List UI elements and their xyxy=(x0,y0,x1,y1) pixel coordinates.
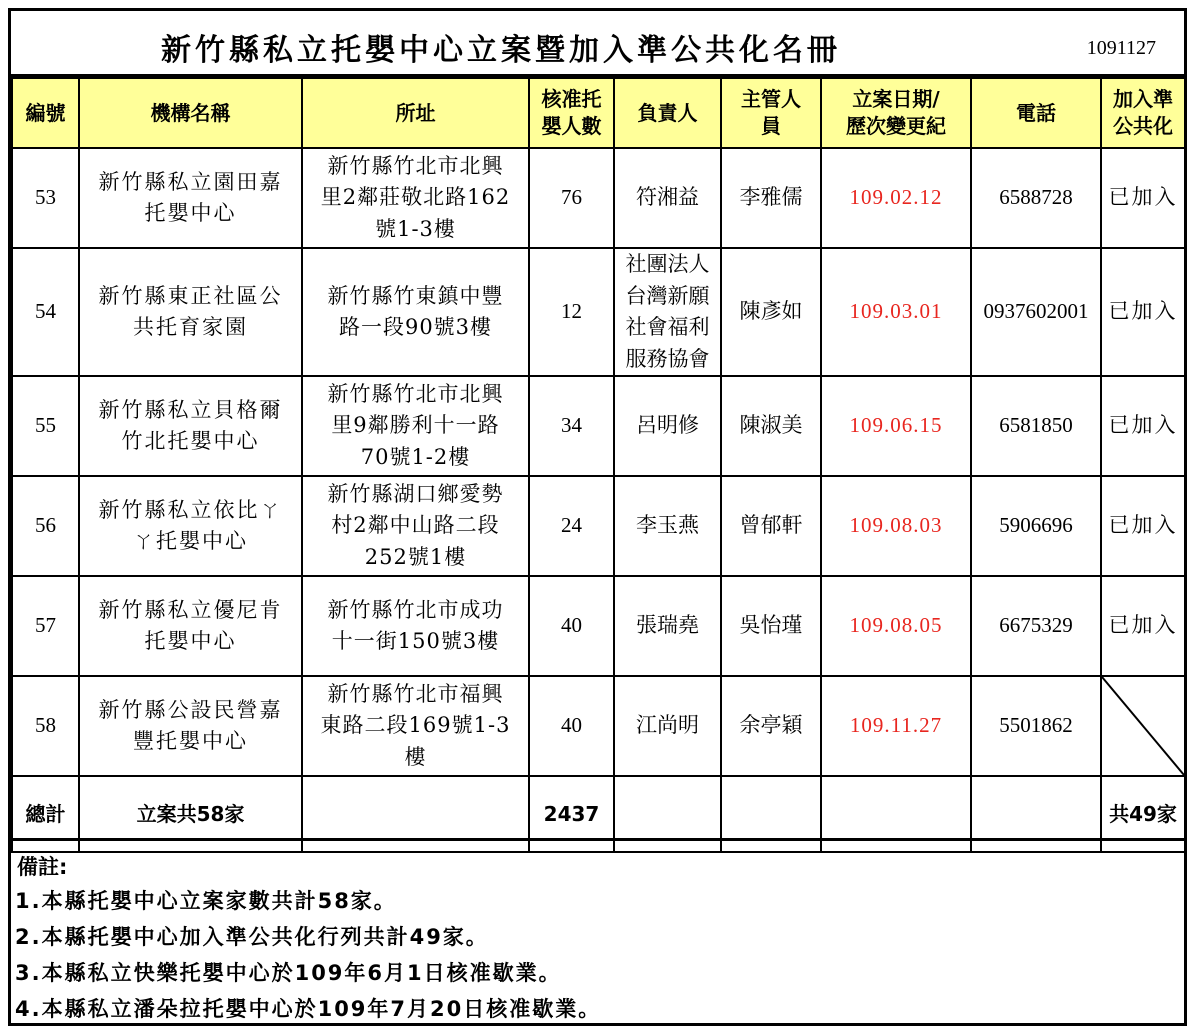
cell-capacity: 76 xyxy=(529,148,614,248)
cell-date: 109.03.01 xyxy=(821,248,971,376)
header-capacity: 核准托 嬰人數 xyxy=(529,78,614,148)
cell-name: 新竹縣私立優尼肯 托嬰中心 xyxy=(79,576,302,676)
total-registered: 立案共58家 xyxy=(79,776,302,852)
table-row xyxy=(12,576,1185,676)
cell-phone: 0937602001 xyxy=(971,248,1101,376)
notes-section xyxy=(11,838,1184,1023)
header-address: 所址 xyxy=(302,78,529,148)
cell-no: 55 xyxy=(12,376,79,476)
document-title: 新竹縣私立托嬰中心立案暨加入準公共化名冊 xyxy=(161,33,841,68)
cell-date: 109.11.27 xyxy=(821,676,971,776)
header-row xyxy=(12,78,1185,148)
note-line: 4.本縣私立潘朵拉托嬰中心於109年7月20日核准歇業。 xyxy=(15,997,602,1021)
cell-date: 109.08.03 xyxy=(821,476,971,576)
cell-manager: 吳怡瑾 xyxy=(721,576,821,676)
cell-phone: 5501862 xyxy=(971,676,1101,776)
cell-capacity: 40 xyxy=(529,676,614,776)
cell-address: 新竹縣竹北市北興 里9鄰勝利十一路 70號1-2樓 xyxy=(302,376,529,476)
header-phone: 電話 xyxy=(971,78,1101,148)
cell-name: 新竹縣私立貝格爾 竹北托嬰中心 xyxy=(79,376,302,476)
cell-name: 新竹縣私立園田嘉 托嬰中心 xyxy=(79,148,302,248)
cell-capacity: 40 xyxy=(529,576,614,676)
cell-no: 53 xyxy=(12,148,79,248)
cell-address: 新竹縣竹北市北興 里2鄰莊敬北路162 號1-3樓 xyxy=(302,148,529,248)
header-manager: 主管人 員 xyxy=(721,78,821,148)
cell-no: 54 xyxy=(12,248,79,376)
cell-manager: 余亭穎 xyxy=(721,676,821,776)
diagonal-slash-icon xyxy=(1102,677,1184,775)
cell-name: 新竹縣東正社區公 共托育家園 xyxy=(79,248,302,376)
header-owner: 負責人 xyxy=(614,78,721,148)
cell-manager: 曾郁軒 xyxy=(721,476,821,576)
cell-phone: 6581850 xyxy=(971,376,1101,476)
cell-phone: 6588728 xyxy=(971,148,1101,248)
title-row xyxy=(11,11,1184,77)
cell-date: 109.06.15 xyxy=(821,376,971,476)
cell-name: 新竹縣私立依比ㄚ ㄚ托嬰中心 xyxy=(79,476,302,576)
cell-phone: 5906696 xyxy=(971,476,1101,576)
cell-manager: 李雅儒 xyxy=(721,148,821,248)
cell-capacity: 12 xyxy=(529,248,614,376)
cell-joined: 已加入 xyxy=(1101,576,1185,676)
cell-joined: 已加入 xyxy=(1101,476,1185,576)
cell-joined: 已加入 xyxy=(1101,248,1185,376)
header-date: 立案日期/ 歷次變更紀 xyxy=(821,78,971,148)
cell-address: 新竹縣竹北市福興 東路二段169號1-3 樓 xyxy=(302,676,529,776)
cell-name: 新竹縣公設民營嘉 豐托嬰中心 xyxy=(79,676,302,776)
cell-no: 56 xyxy=(12,476,79,576)
header-name: 機構名稱 xyxy=(79,78,302,148)
cell-no: 58 xyxy=(12,676,79,776)
cell-owner: 李玉燕 xyxy=(614,476,721,576)
cell-owner: 張瑞堯 xyxy=(614,576,721,676)
cell-date: 109.08.05 xyxy=(821,576,971,676)
table-row xyxy=(12,376,1185,476)
cell-owner: 呂明修 xyxy=(614,376,721,476)
table-row xyxy=(12,476,1185,576)
cell-address: 新竹縣竹東鎮中豐 路一段90號3樓 xyxy=(302,248,529,376)
document-date: 1091127 xyxy=(1086,37,1156,59)
cell-manager: 陳彥如 xyxy=(721,248,821,376)
note-line: 3.本縣私立快樂托嬰中心於109年6月1日核准歇業。 xyxy=(15,961,562,985)
table-row xyxy=(12,676,1185,776)
cell-phone: 6675329 xyxy=(971,576,1101,676)
cell-capacity: 24 xyxy=(529,476,614,576)
header-joined: 加入準 公共化 xyxy=(1101,78,1185,148)
cell-owner: 江尚明 xyxy=(614,676,721,776)
cell-no: 57 xyxy=(12,576,79,676)
table-row xyxy=(12,248,1185,376)
total-joined: 共49家 xyxy=(1101,776,1185,852)
total-label: 總計 xyxy=(12,776,79,852)
cell-owner: 符湘益 xyxy=(614,148,721,248)
cell-joined: 已加入 xyxy=(1101,148,1185,248)
registry-table xyxy=(11,77,1186,853)
note-line: 1.本縣托嬰中心立案家數共計58家。 xyxy=(15,889,397,913)
cell-joined-empty xyxy=(1101,676,1185,776)
registry-sheet xyxy=(8,8,1187,1026)
cell-owner: 社團法人 台灣新願 社會福利 服務協會 xyxy=(614,248,721,376)
total-capacity: 2437 xyxy=(529,776,614,852)
note-line: 2.本縣托嬰中心加入準公共化行列共計49家。 xyxy=(15,925,489,949)
table-row xyxy=(12,148,1185,248)
notes-title: 備註: xyxy=(17,855,68,879)
cell-capacity: 34 xyxy=(529,376,614,476)
cell-joined: 已加入 xyxy=(1101,376,1185,476)
cell-address: 新竹縣湖口鄉愛勢 村2鄰中山路二段 252號1樓 xyxy=(302,476,529,576)
cell-manager: 陳淑美 xyxy=(721,376,821,476)
cell-address: 新竹縣竹北市成功 十一街150號3樓 xyxy=(302,576,529,676)
cell-date: 109.02.12 xyxy=(821,148,971,248)
header-no: 編號 xyxy=(12,78,79,148)
